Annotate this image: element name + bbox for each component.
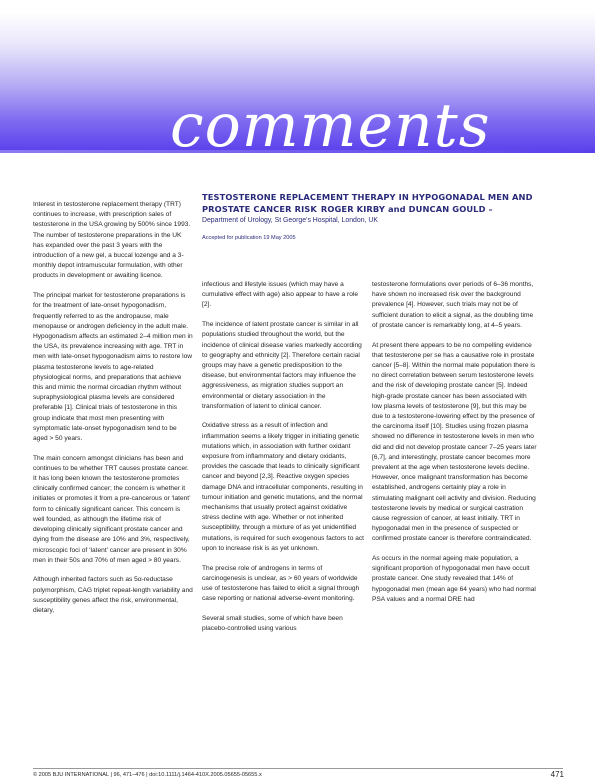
middle-paragraph-1: infectious and lifestyle issues (which may have a cumulative effect with age) also appear to have a role [2]. [202,281,359,309]
left-paragraph-4: Although inherited factors such as 5α-reductase polymorphism, CAG triplet repeat-length variability and susceptibility genes affect the risk, environmental, dietary, [33,576,193,615]
middle-paragraph-4: The precise role of androgens in terms of carcinogenesis is unclear, as > 60 years of worldwide use of testosterone has failed to elicit a signal through case reporting or national adverse-event monitoring. [202,564,360,603]
footer-citation: © 2005 BJU INTERNATIONAL | 96, 471–476 | doi:10.1111/j.1464-410X.2005.05655-05655.x [33,772,262,778]
right-paragraph-3: As occurs in the normal ageing male population, a significant proportion of hypogonadal men have occult prostate cancer. One study revealed that 14% of hypogonadal men (mean age 64 years) who had normal PSA values and a normal DRE had [372,555,536,603]
article-title-block [202,192,567,215]
page-number: 471 [550,770,564,779]
right-paragraph-1: testosterone formulations over periods of 6–36 months, have shown no increased risk over the background prevalence [4]. However, such trials may not be of sufficient duration to elicit a signal, as the doubling time of prostate cancer is remarkably long, at 4–5 years. [372,281,534,329]
article-title: TESTOSTERONE REPLACEMENT THERAPY IN HYPOGONADAL MEN AND PROSTATE CANCER RISK [202,192,533,214]
middle-column [202,280,364,644]
footer-divider [33,768,563,769]
left-paragraph-2: The principal market for testosterone preparations is for the treatment of late-onset hypogonadism, frequently referred to as the andropause, male menopause or androgen deficiency in the adult male. Hypogonadism affects an estimated 2–4 million men in the USA, its prevalence increasing with age. TRT in men with late-onset hypogonadism aims to restore low plasma testosterone levels to age-related physiological norms, and preparations that achieve this and mimic the normal circadian rhythm without supraphysiological plasma levels are considered preferable [1]. Clinical trials of testosterone in this group indicate that most men presenting with symptomatic late-onset hypogonadism tend to be aged > 50 years. [33,292,193,442]
middle-paragraph-5: Several small studies, some of which have been placebo-controlled using various [202,614,343,633]
right-column [372,280,538,615]
accepted-date: Accepted for publication 19 May 2005 [202,235,296,241]
middle-paragraph-3: Oxidative stress as a result of infection and inflammation seems a likely trigger in initiating genetic mutations which, in association with further oxidant exposure from inflammatory and dietary oxidants, provides the cascade that leads to clinically significant cancer and beyond [2,3]. Reactive oxygen species damage DNA and intracellular components, resulting in tumour initiation and genetic mutations, and the normal mechanisms that usually protect against oxidative stress decline with age. Whether or not inherited susceptibility, through a mixture of as yet unidentified mutations, is required for such exogenous factors to act upon to increase risk is as yet unknown. [202,422,364,552]
left-column [33,200,193,626]
section-title: comments [170,91,491,161]
article-authors: ROGER KIRBY and DUNCAN GOULD – [320,203,493,214]
left-paragraph-3: The main concern amongst clinicians has been and continues to be whether TRT causes prostate cancer. It has long been known the testosterone promotes clinically confirmed cancer; the concern is whether it initiates or promotes it from a pre-cancerous or ‘latent’ form to clinically significant cancer. This concern is well founded, as although the lifetime risk of developing clinically significant prostate cancer and dying from the disease are 10% and 3%, respectively, microscopic foci of ‘latent’ cancer are present in 30% men in their 50s and 70% of men aged > 80 years. [33,454,191,564]
middle-paragraph-2: The incidence of latent prostate cancer is similar in all populations studied throughout the world, but the incidence of clinical disease varies markedly according to geography and ethnicity [2]. Therefore certain racial groups may have a genetic predisposition to the disease, but environmental factors may influence the aggressiveness, as migration studies support an environmental or dietary association in the transformation of latent to clinical cancer. [202,321,362,410]
right-paragraph-2: At present there appears to be no compelling evidence that testosterone per se has a causative role in prostate cancer [5–8]. Within the normal male population there is no direct correlation between serum testosterone levels and the risk of developing prostate cancer [5]. Indeed high-grade prostate cancer has been associated with low plasma levels of testosterone [9], but this may be due to a testosterone-lowering effect by the presence of the carcinoma itself [10]. Studies using frozen plasma showed no difference in testosterone levels in men who did and did not develop prostate cancer 7–25 years later [6,7], and interestingly, prostate cancer becomes more prevalent at the age when testosterone levels decline. However, once malignant transformation has become established, androgens certainly play a role in stimulating malignant cell activity and division. Reducing testosterone levels by medical or surgical castration cause regression of cancer, at least initially. TRT in hypogonadal men in the presence of suspected or confirmed prostate cancer is therefore contraindicated. [372,341,537,543]
affiliation: Department of Urology, St George’s Hospital, London, UK [202,217,378,224]
article-header [202,192,567,242]
left-paragraph-1: Interest in testosterone replacement therapy (TRT) continues to increase, with prescription sales of testosterone in the USA growing by 500% since 1993. The number of testosterone preparations in the UK has expanded over the past 3 years with the introduction of a new gel, a buccal lozenge and a 3-monthly depot intramuscular formulation, with other products in development or awaiting licence. [33,201,191,280]
